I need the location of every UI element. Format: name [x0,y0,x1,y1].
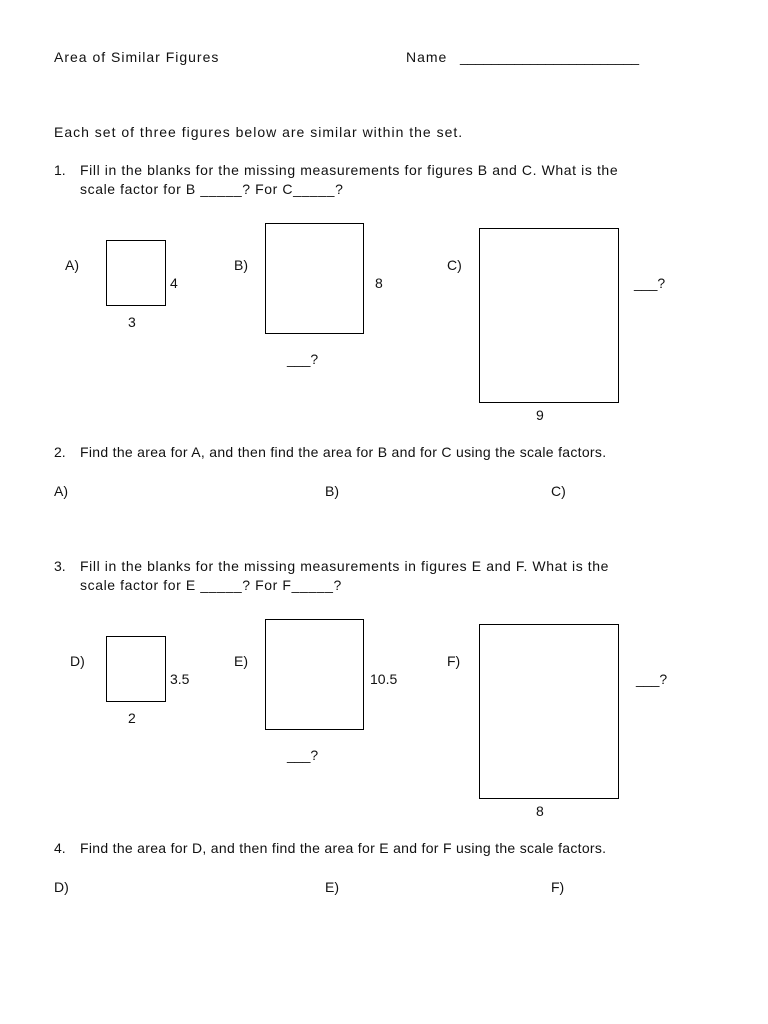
figure-f-side[interactable]: ___? [636,671,668,687]
q4-answer-f[interactable]: F) [551,879,565,895]
figure-c-label: C) [447,257,462,273]
figure-b-bottom[interactable]: ___? [287,351,319,367]
q2-text: Find the area for A, and then find the area for B and for C using the scale factors. [80,444,607,460]
figure-a-rectangle [106,240,166,306]
q4-number: 4. [54,840,66,856]
q4-text: Find the area for D, and then find the area for E and for F using the scale factors. [80,840,607,856]
figure-d-side: 3.5 [170,671,190,687]
figure-d-bottom: 2 [128,710,136,726]
q3-line2: scale factor for E _____? For F_____? [80,577,342,593]
figure-a-side: 4 [170,275,178,291]
figure-c-bottom: 9 [536,407,544,423]
figure-b-label: B) [234,257,248,273]
q3-number: 3. [54,558,66,574]
figure-e-side: 10.5 [370,671,398,687]
q2-answer-b[interactable]: B) [325,483,339,499]
worksheet-title: Area of Similar Figures [54,49,220,65]
figure-d-label: D) [70,653,85,669]
figure-a-bottom: 3 [128,314,136,330]
figure-c-side[interactable]: ___? [634,275,666,291]
q4-answer-d[interactable]: D) [54,879,69,895]
figure-b-rectangle [265,223,364,334]
name-blank[interactable]: _______________________ [460,49,640,65]
q1-line2: scale factor for B _____? For C_____? [80,181,344,197]
figure-e-rectangle [265,619,364,730]
figure-b-side: 8 [375,275,383,291]
q1-number: 1. [54,162,66,178]
figure-f-label: F) [447,653,461,669]
q2-number: 2. [54,444,66,460]
figure-f-bottom: 8 [536,803,544,819]
figure-e-label: E) [234,653,248,669]
intro-text: Each set of three figures below are similar within the set. [54,124,464,140]
figure-f-rectangle [479,624,619,799]
figure-a-label: A) [65,257,79,273]
q3-line1: Fill in the blanks for the missing measurements in figures E and F. What is the [80,558,610,574]
q2-answer-c[interactable]: C) [551,483,566,499]
figure-e-bottom[interactable]: ___? [287,747,319,763]
q2-answer-a[interactable]: A) [54,483,68,499]
name-label: Name [406,49,448,65]
q1-line1: Fill in the blanks for the missing measurements for figures B and C. What is the [80,162,619,178]
q4-answer-e[interactable]: E) [325,879,339,895]
figure-c-rectangle [479,228,619,403]
figure-d-rectangle [106,636,166,702]
